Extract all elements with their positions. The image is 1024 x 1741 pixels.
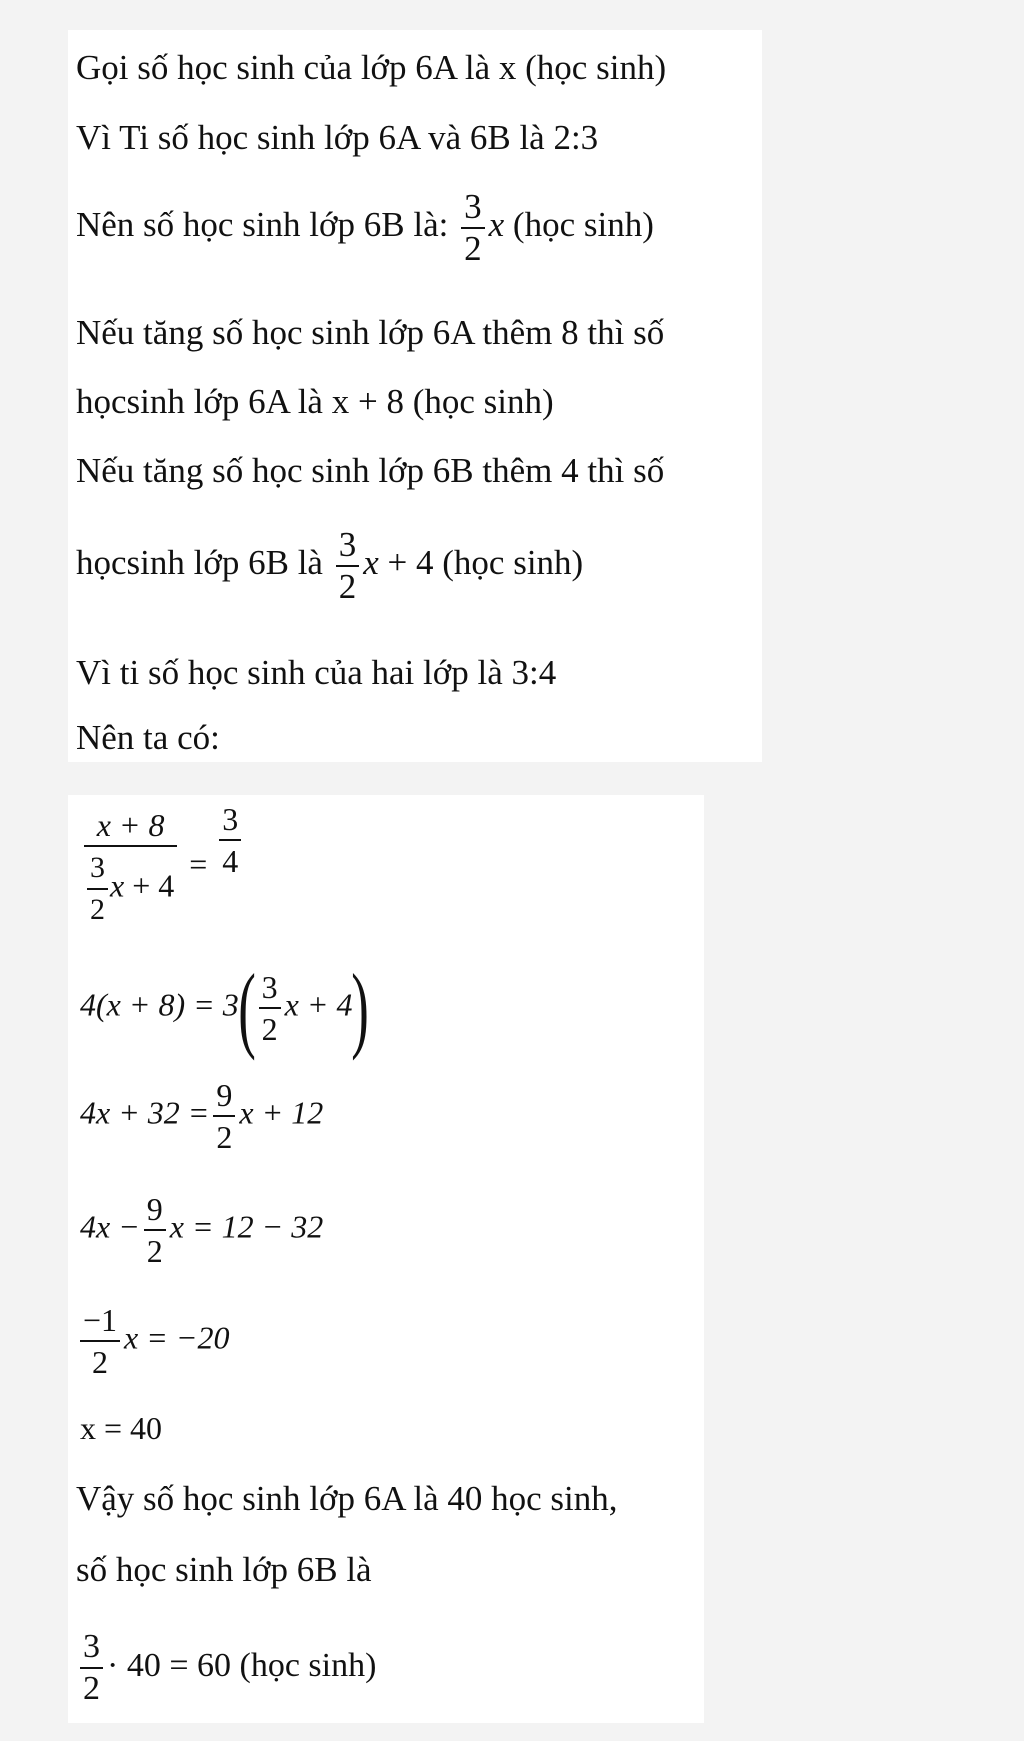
line-6b-new-count xyxy=(76,525,584,606)
fraction-numerator: 3 xyxy=(461,190,485,229)
fraction-neg-one-half xyxy=(80,1303,120,1379)
eq5-right: x = −20 xyxy=(124,1319,230,1356)
line-increase-6a: Nếu tăng số học sinh lớp 6A thêm 8 thì số xyxy=(76,313,665,352)
line-class-6b-unit: (học sinh) xyxy=(512,205,654,245)
line-ratio-3-4: Vì ti số học sinh của hai lớp là 3:4 xyxy=(76,653,557,692)
line-6b-new-count-text: họcsinh lớp 6B là xyxy=(76,543,323,583)
fraction-denominator: 2 xyxy=(92,1344,109,1380)
line-6a-new-count: họcsinh lớp 6A là x + 8 (học sinh) xyxy=(76,382,554,421)
eq3-right: x + 12 xyxy=(239,1094,324,1131)
equation-1 xyxy=(80,800,245,927)
fraction-three-halves xyxy=(259,970,281,1046)
conclusion-6a: Vậy số học sinh lớp 6A là 40 học sinh, xyxy=(76,1479,618,1518)
fraction-three-quarters xyxy=(219,802,241,878)
fraction-numerator xyxy=(84,808,177,847)
line-let-x: Gọi số học sinh của lớp 6A là x (học sinh) xyxy=(76,48,667,87)
fraction-numerator: 3 xyxy=(336,528,360,567)
right-paren-icon: ) xyxy=(351,954,370,1061)
fraction-denominator: 2 xyxy=(216,1119,233,1155)
fraction-numerator: 9 xyxy=(213,1078,235,1117)
final-unit: (học sinh) xyxy=(239,1646,377,1684)
line-class-6b-count xyxy=(76,187,654,268)
fraction-three-halves xyxy=(336,525,360,606)
fraction-three-halves xyxy=(87,851,108,927)
fraction-denominator: 2 xyxy=(464,229,482,268)
fraction-numerator: 3 xyxy=(87,851,108,890)
fraction-denominator: 2 xyxy=(338,567,357,606)
eq2-left: 4(x + 8) = 3 xyxy=(80,986,239,1023)
fraction-numerator: 9 xyxy=(144,1192,166,1231)
fraction-denominator xyxy=(84,847,177,927)
equation-5 xyxy=(80,1303,229,1379)
equation-6: x = 40 xyxy=(80,1410,163,1446)
fraction-numerator: 3 xyxy=(219,802,241,841)
eq3-left: 4x + 32 = xyxy=(80,1094,210,1131)
variable-x: x xyxy=(110,867,125,904)
line-we-have: Nên ta có: xyxy=(76,718,220,757)
eq4-left: 4x − xyxy=(80,1208,140,1245)
line-6b-new-unit: (học sinh) xyxy=(442,543,584,583)
fraction-numerator: −1 xyxy=(80,1303,120,1342)
expr-x-plus-8: x + 8 xyxy=(96,807,165,843)
eq2-right: x + 4 xyxy=(284,986,353,1023)
fraction-three-halves xyxy=(80,1630,103,1706)
fraction-denominator: 2 xyxy=(83,1670,100,1707)
plus-four: + 4 xyxy=(387,543,434,583)
eq4-right: x = 12 − 32 xyxy=(169,1208,324,1245)
fraction-numerator: 3 xyxy=(80,1630,103,1669)
equation-3 xyxy=(80,1078,323,1154)
fraction-complex xyxy=(84,808,177,927)
fraction-nine-halves xyxy=(144,1192,166,1268)
fraction-denominator: 4 xyxy=(222,842,239,879)
equation-2 xyxy=(80,954,370,1061)
line-class-6b-count-text: Nên số học sinh lớp 6B là: xyxy=(76,205,449,245)
equals-sign: = xyxy=(189,845,208,882)
plus-four: + 4 xyxy=(132,867,175,904)
fraction-numerator: 3 xyxy=(259,970,281,1009)
fraction-denominator: 2 xyxy=(146,1233,163,1269)
line-ratio-2-3: Vì Ti số học sinh lớp 6A và 6B là 2:3 xyxy=(76,118,599,157)
fraction-denominator: 2 xyxy=(261,1011,278,1047)
variable-x: x xyxy=(488,205,505,245)
final-calculation xyxy=(80,1630,376,1706)
fraction-nine-halves xyxy=(213,1078,235,1154)
variable-x: x xyxy=(363,543,379,583)
left-paren-icon: ( xyxy=(237,954,256,1061)
final-expression: · 40 = 60 xyxy=(107,1646,231,1684)
conclusion-6b: số học sinh lớp 6B là xyxy=(76,1550,372,1589)
line-increase-6b: Nếu tăng số học sinh lớp 6B thêm 4 thì số xyxy=(76,451,665,490)
equation-4 xyxy=(80,1192,323,1268)
fraction-denominator: 2 xyxy=(90,893,105,926)
fraction-three-halves xyxy=(461,187,485,268)
